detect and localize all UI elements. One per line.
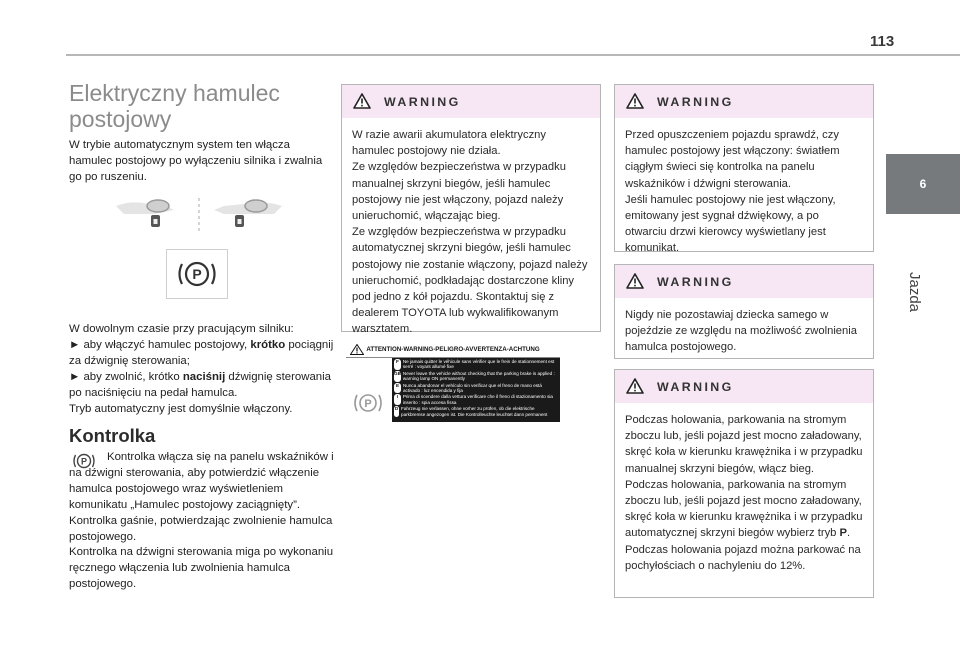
apply-instruction	[69, 338, 344, 370]
section-title: Elektryczny hamulec postojowy	[69, 80, 280, 132]
kontrolka-text	[69, 450, 334, 593]
label-row-text: Prima di scendere dalla vettura verificare che il freno di stazionamento sia inserito : spia accesa fissa	[402, 394, 553, 405]
steering-wheel-left-icon	[116, 200, 174, 227]
release-pre: ► aby zwolnić, krótko	[69, 370, 183, 383]
label-text-panel	[392, 358, 560, 422]
warning-title: WARNING	[384, 95, 461, 109]
chapter-tab[interactable]: 6	[886, 154, 960, 214]
warning-text	[615, 403, 873, 574]
warning-text-pre: Podczas holowania, parkowania na stromym zboczu lub, jeśli pojazd jest mocno załadowany, skręć koła w kierunku krawężnika i w przypadku manualnej skrzyni biegów, włącz bieg. Podczas holowania, parkowania na stromym zboczu lub, jeśli pojazd jest mocno załadowany, skręć koła w kierunku krawężnika i w przypadku automatycznej skrzyni biegów wybierz tryb	[625, 414, 863, 540]
warning-triangle-icon	[626, 93, 644, 109]
warning-title: WARNING	[657, 380, 734, 394]
warning-header	[615, 370, 873, 403]
label-row	[394, 406, 558, 417]
label-row-text: Ne jamais quitter le véhicule sans vérifier que le frein de stationnement est serré : voyant allumé fixe	[402, 359, 555, 370]
kontrolka-p1: Kontrolka włącza się na panelu wskaźników i na dźwigni sterowania, aby potwierdzić włączenie hamulca postojowego wraz wyświetleniem komunikatu „Hamulec postojowy zaciągnięty”.	[69, 451, 334, 511]
label-row-text: Fahrzeug nie verlassen, ohne vorher zu prüfen, ob die elektrische parkbremse angezogen ist. Die Kontrolleuchte leuchtet dann permanent	[401, 406, 548, 417]
warning-text: Nigdy nie pozostawiaj dziecka samego w pojeździe ze względu na możliwość zwolnienia hamulca postojowego.	[625, 309, 857, 354]
label-row	[394, 383, 558, 394]
label-banner: ATTENTION-WARNING-PELIGRO-AVVERTENZA-ACHTUNG	[366, 346, 540, 353]
warning-text-post: . Podczas holowania pojazd można parkować na pochyłościach o nachyleniu do 12%.	[625, 527, 861, 572]
warning-title: WARNING	[657, 275, 734, 289]
parking-brake-symbol-box	[166, 249, 228, 299]
label-row	[394, 394, 558, 405]
label-parking-brake-icon	[350, 388, 386, 418]
label-row	[394, 359, 558, 370]
warning-triangle-icon	[626, 378, 644, 394]
label-row-code: I	[394, 394, 401, 405]
warning-header	[342, 85, 600, 118]
warning-text: Przed opuszczeniem pojazdu sprawdź, czy hamulec postojowy jest włączony: światłem ciągłym świeci się kontrolka na panelu wskaźników i dźwigni sterowania. Jeśli hamulec postojowy nie jest włączony, emitowany jest sygnał dźwiękowy, a po otwarciu drzwi kierowcy wyświetlany jest komunikat.	[625, 129, 840, 255]
chapter-label-text: Jazda	[906, 272, 923, 313]
warning-text: W razie awarii akumulatora elektryczny hamulec postojowy nie działa. Ze względów bezpieczeństwa w przypadku manualnej skrzyni biegów, jeśli hamulec postojowy nie jest włączony, pojazd należy unieruchomić, włączając bieg. Ze względów bezpieczeństwa w przypadku automatycznej skrzyni biegów, jeśli hamulec postojowy nie zostanie włączony, pojazd należy unieruchomić, podkładając dostarczone kliny pod jedno z kół pojazdu. Skontaktuj się z dealerem TOYOTA lub wykwalifikowanym warsztatem.	[352, 129, 588, 336]
label-row-code: F	[394, 359, 401, 370]
label-row-code: D	[394, 406, 399, 417]
release-instruction	[69, 370, 344, 402]
page-number: 113	[870, 33, 895, 50]
parking-brake-diagram	[114, 196, 284, 234]
warning-triangle-icon	[353, 93, 371, 109]
manual-intro: W dowolnym czasie przy pracującym silniku:	[69, 323, 294, 335]
release-post: dźwignię sterowania po naciśnięciu na pedał hamulca.	[69, 370, 332, 399]
kontrolka-p2: Kontrolka gaśnie, potwierdzając zwolnienie hamulca postojowego.	[69, 514, 333, 543]
svg-text:P: P	[192, 266, 202, 282]
apply-pre: ► aby włączyć hamulec postojowy,	[69, 338, 251, 351]
warning-triangle-icon	[626, 273, 644, 289]
label-row	[394, 371, 558, 382]
steering-wheel-right-icon	[214, 200, 282, 227]
header-rule	[66, 54, 960, 56]
svg-text:P: P	[364, 398, 372, 410]
chapter-label	[905, 220, 925, 313]
kontrolka-heading: Kontrolka	[69, 425, 156, 446]
warning-header	[615, 85, 873, 118]
label-row-text: Never leave the vehicle without checking that the parking brake is applied : warning lamp ON permanently	[402, 370, 555, 382]
default-mode-note: Tryb automatyczny jest domyślnie włączony.	[69, 402, 293, 415]
apply-post: pociągnij za dźwignię sterowania;	[69, 338, 334, 367]
svg-text:P: P	[80, 456, 88, 467]
warning-box-3	[614, 264, 874, 359]
warning-box-4	[614, 369, 874, 598]
label-row-code: E	[394, 383, 401, 394]
warning-header	[615, 265, 873, 298]
warning-box-2	[614, 84, 874, 255]
manual-mode-text	[69, 322, 344, 417]
warning-title: WARNING	[657, 95, 734, 109]
kontrolka-p3: Kontrolka na dźwigni sterowania miga po wykonaniu ręcznego włączenia lub zwolnienia hamulca postojowego.	[69, 546, 334, 591]
intro-text: W trybie automatycznym system ten włącza hamulec postojowy po wyłączeniu silnika i zwalnia go po ruszeniu.	[69, 139, 323, 183]
label-warning-icon	[350, 344, 364, 355]
parking-brake-icon	[167, 250, 227, 298]
release-bold: naciśnij	[182, 370, 226, 383]
warning-label-sticker	[346, 342, 560, 422]
warning-box-1	[341, 84, 601, 336]
label-row-code: GB	[394, 371, 401, 382]
apply-bold: krótko	[250, 338, 286, 351]
label-row-text: Nunca abandonar el vehículo sin verificar que el freno de mano está activado : luz encendida y fija	[402, 382, 542, 394]
warning-text-bold: P	[839, 527, 847, 540]
